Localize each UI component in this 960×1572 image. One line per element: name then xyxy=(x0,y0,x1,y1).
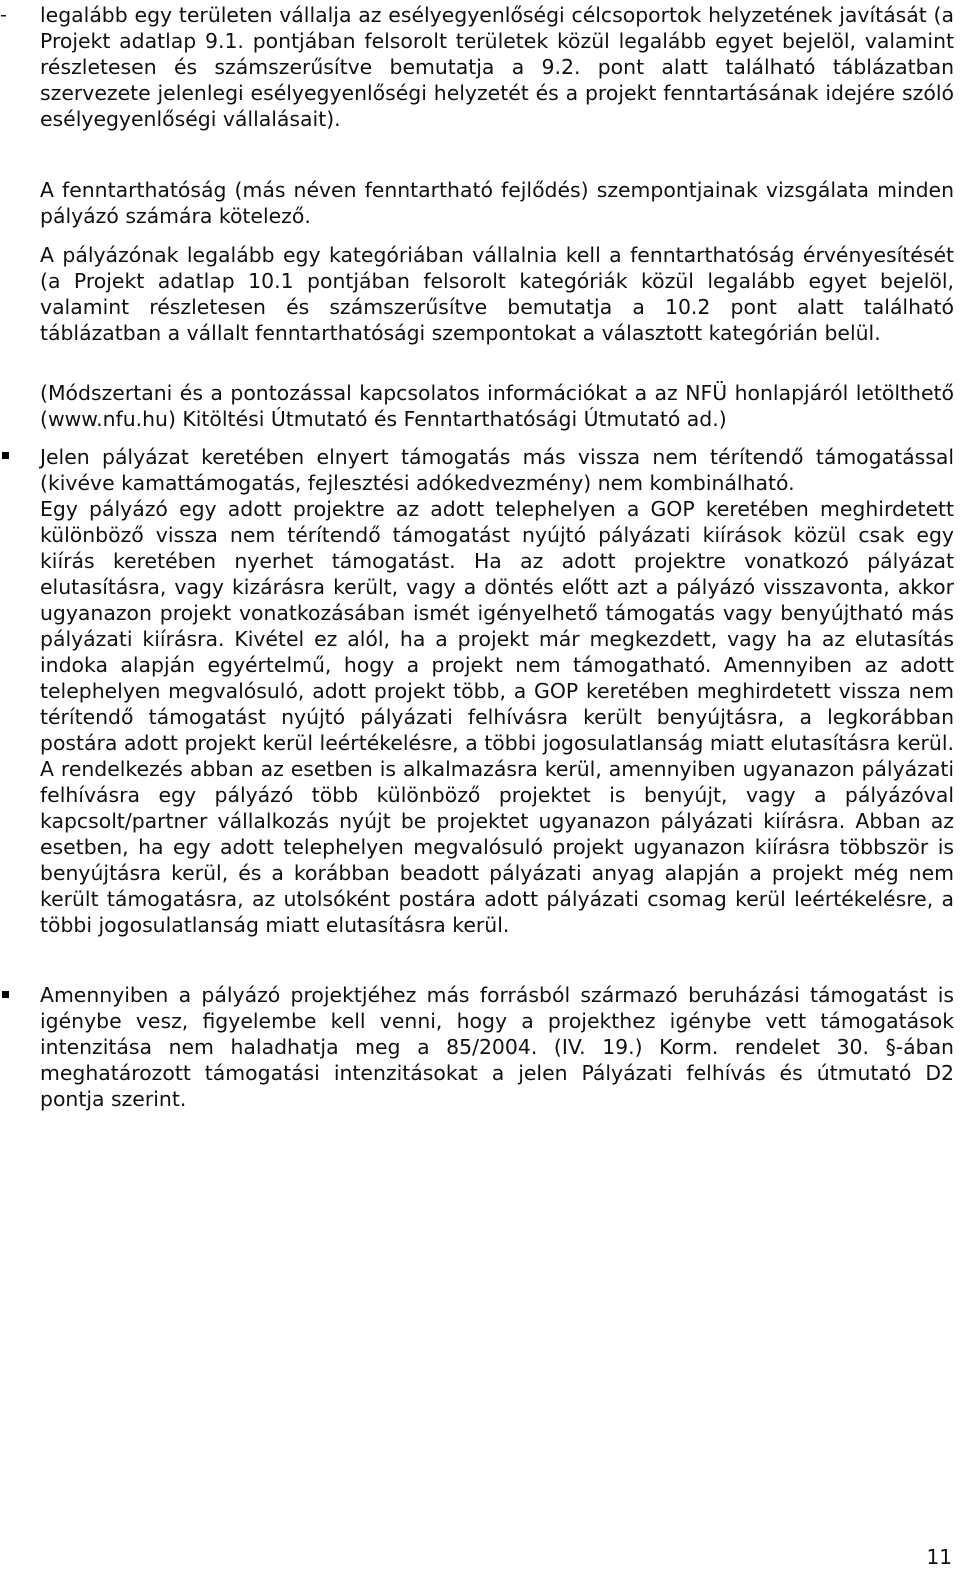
dash-list-marker: - xyxy=(0,4,7,26)
page-number: 11 xyxy=(926,1545,952,1569)
single-award-rule-paragraph: Egy pályázó egy adott projektre az adott telephelyen a GOP keretében meghirdetett különböző vissza nem térítendő támogatást nyújtó pályázati kiírások közül csak egy kiírás keretében nyerhet támogatást. Ha az adott projektre vonatkozó pályázat elutasításra, vagy kizárásra került, vagy a döntés előtt azt a pályázó visszavonta, akkor ugyanazon projekt vonatkozásában ismét igényelhető támogatás vagy benyújtható más pályázati kiírásra. Kivétel ez alól, ha a projekt már megkezdett, vagy ha az elutasítás indoka alapján egyértelmű, hogy a projekt nem támogatható. Amennyiben az adott telephelyen megvalósuló, adott projekt több, a GOP keretében meghirdetett vissza nem térítendő támogatást nyújtó pályázati felhívásra került benyújtásra, a legkorábban postára adott projekt kerül leértékelésre, a többi jogosulatlanság miatt elutasításra kerül. A rendelkezés abban az esetben is alkalmazásra kerül, amennyiben ugyanazon pályázati felhívásra egy pályázó több különböző projektet is benyújt, vagy a pályázóval kapcsolt/partner vállalkozás nyújt be projektet ugyanazon pályázati kiírásra. Abban az esetben, ha egy adott telephelyen megvalósuló projekt ugyanazon kiírásra többször is benyújtásra kerül, és a korábban beadott pályázati anyag alapján a projekt még nem került támogatásra, az utolsóként postára adott pályázati csomag kerül leértékelésre, a többi jogosulatlanság miatt elutasításra kerül. xyxy=(40,497,954,937)
dash-list-item: legalább egy területen vállalja az esélyegyenlőségi célcsoportok helyzetének javítását (a Projekt adatlap 9.1. pontjában felsorolt területek közül legalább egyet bejelöl, valamint részletesen és számszerűsítve bemutatja a 9.2. pont alatt található táblázatban szervezete jelenlegi esélyegyenlőségi helyzetét és a projekt fenntartásának idejére szóló esélyegyenlőségi vállalásait). xyxy=(40,3,954,131)
combination-rule-paragraph: Jelen pályázat keretében elnyert támogatás más vissza nem térítendő támogatással (kivéve kamattámogatás, fejlesztési adókedvezmény) nem kombinálható. xyxy=(40,445,954,495)
aid-intensity-paragraph: Amennyiben a pályázó projektjéhez más forrásból származó beruházási támogatást is igénybe vesz, figyelembe kell venni, hogy a projekthez igénybe vett támogatások intenzitása nem haladhatja meg a 85/2004. (IV. 19.) Korm. rendelet 30. §-ában meghatározott támogatási intenzitásokat a jelen Pályázati felhívás és útmutató D2 pontja szerint. xyxy=(40,983,954,1111)
methodology-note-paragraph: (Módszertani és a pontozással kapcsolatos információkat a az NFÜ honlapjáról letölthető (www.nfu.hu) Kitöltési Útmutató és Fenntarthatósági Útmutató ad.) xyxy=(40,381,954,431)
bullet-square-icon xyxy=(2,452,9,459)
sustainability-requirement-paragraph: A fenntarthatóság (más néven fenntartható fejlődés) szempontjainak vizsgálata minden pályázó számára kötelező. xyxy=(40,178,954,228)
bullet-square-icon xyxy=(2,991,9,998)
sustainability-category-paragraph: A pályázónak legalább egy kategóriában vállalnia kell a fenntarthatóság érvényesítését (a Projekt adatlap 10.1 pontjában felsorolt kategóriák közül legalább egyet bejelöl, valamint részletesen és számszerűsítve bemutatja a 10.2 pont alatt található táblázatban a vállalt fenntarthatósági szempontokat a választott kategórián belül. xyxy=(40,243,954,345)
